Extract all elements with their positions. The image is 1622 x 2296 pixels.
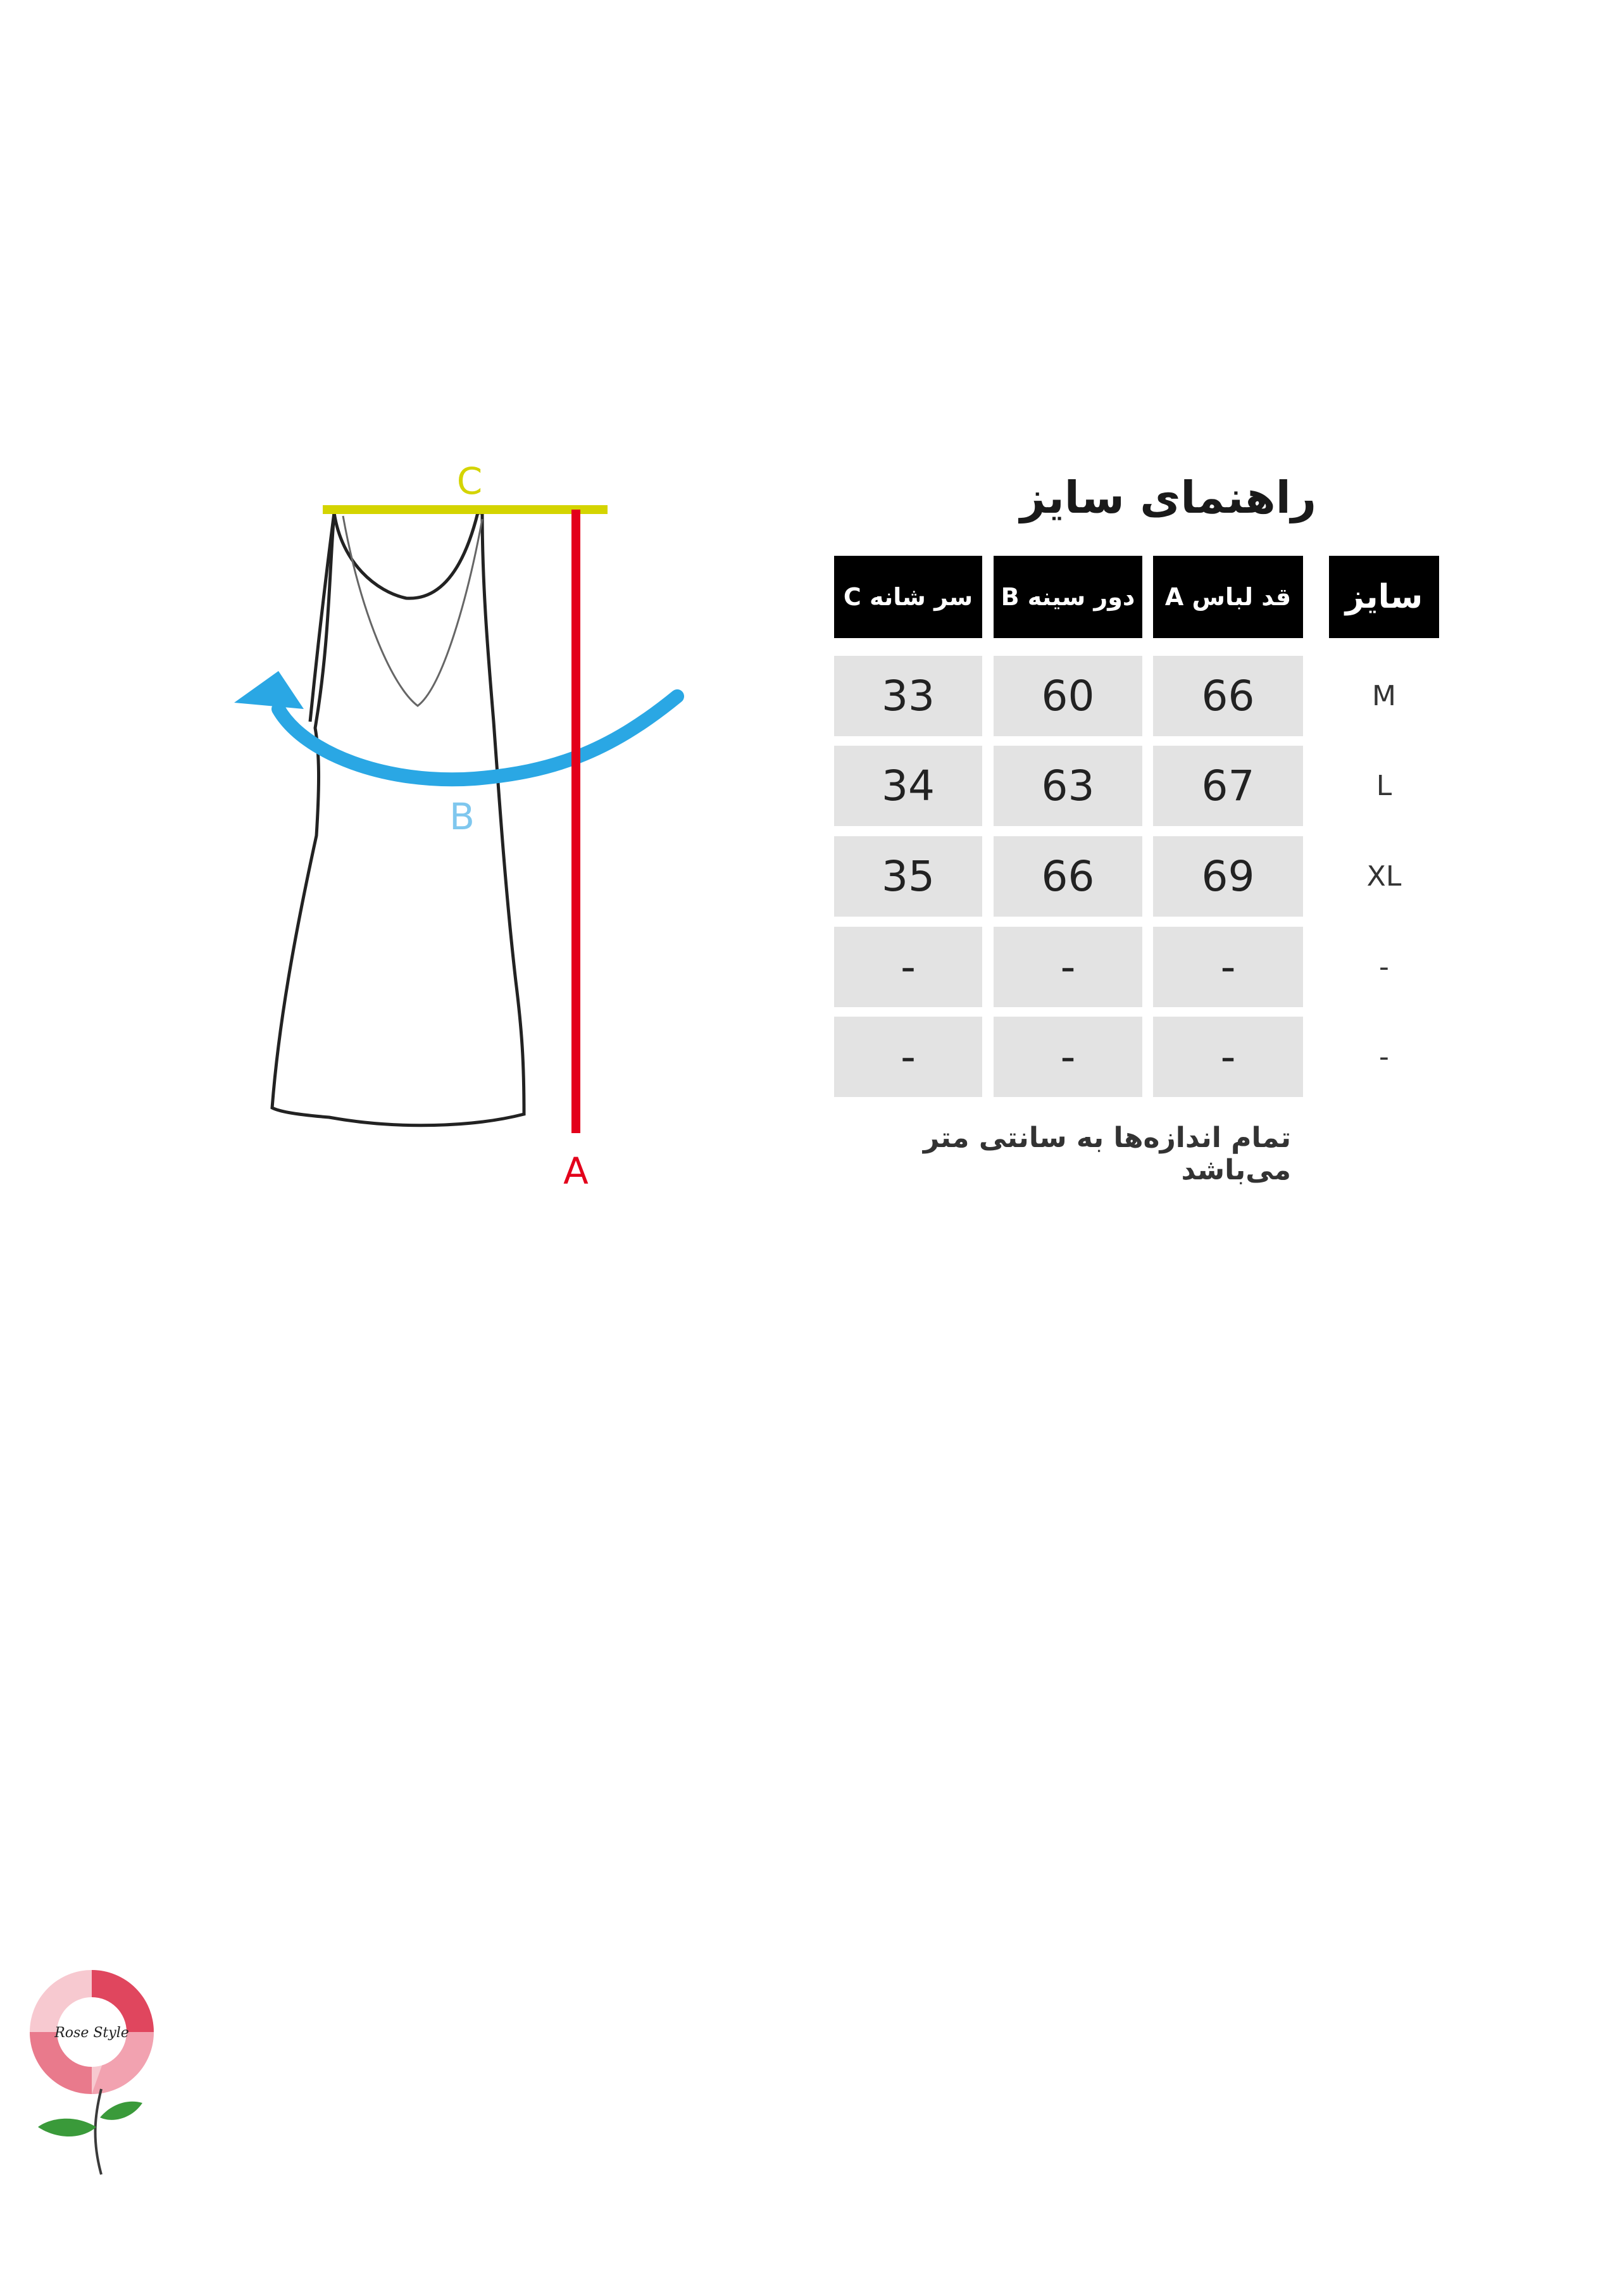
cell-shoulder: 35 <box>834 836 982 917</box>
row-size: XL <box>1366 860 1402 893</box>
measure-label-a: A <box>563 1150 589 1193</box>
row-size: - <box>1379 951 1389 983</box>
row-size: - <box>1379 1041 1389 1073</box>
cell-length: 67 <box>1153 746 1303 826</box>
cell-length: 66 <box>1153 656 1303 736</box>
header-shoulder-c: سر شانه C <box>834 556 982 638</box>
tank-top-outline <box>272 513 524 1126</box>
cell-chest: 60 <box>994 656 1142 736</box>
cell-shoulder: - <box>834 1017 982 1097</box>
cell-chest: - <box>994 927 1142 1007</box>
rose-style-logo <box>25 1969 165 2178</box>
svg-text:Rose Style: Rose Style <box>54 2025 129 2041</box>
size-guide-title: راهنمای سایز <box>1020 472 1316 524</box>
header-chest-b: دور سینه B <box>994 556 1142 638</box>
row-size: M <box>1372 680 1396 712</box>
cell-length: - <box>1153 1017 1303 1097</box>
units-note: تمام اندازه‌ها به سانتی متر می‌باشد <box>923 1122 1291 1186</box>
cell-chest: 63 <box>994 746 1142 826</box>
cell-chest: - <box>994 1017 1142 1097</box>
header-size: سایز <box>1329 556 1439 638</box>
row-size: L <box>1376 770 1392 802</box>
cell-shoulder: - <box>834 927 982 1007</box>
header-length-a: قد لباس A <box>1153 556 1303 638</box>
cell-shoulder: 33 <box>834 656 982 736</box>
tank-top-diagram <box>234 456 690 1203</box>
measure-arrow-b-head <box>234 671 304 709</box>
measure-label-b: B <box>449 795 475 838</box>
cell-shoulder: 34 <box>834 746 982 826</box>
cell-chest: 66 <box>994 836 1142 917</box>
cell-length: - <box>1153 927 1303 1007</box>
cell-length: 69 <box>1153 836 1303 917</box>
measure-label-c: C <box>456 460 483 503</box>
